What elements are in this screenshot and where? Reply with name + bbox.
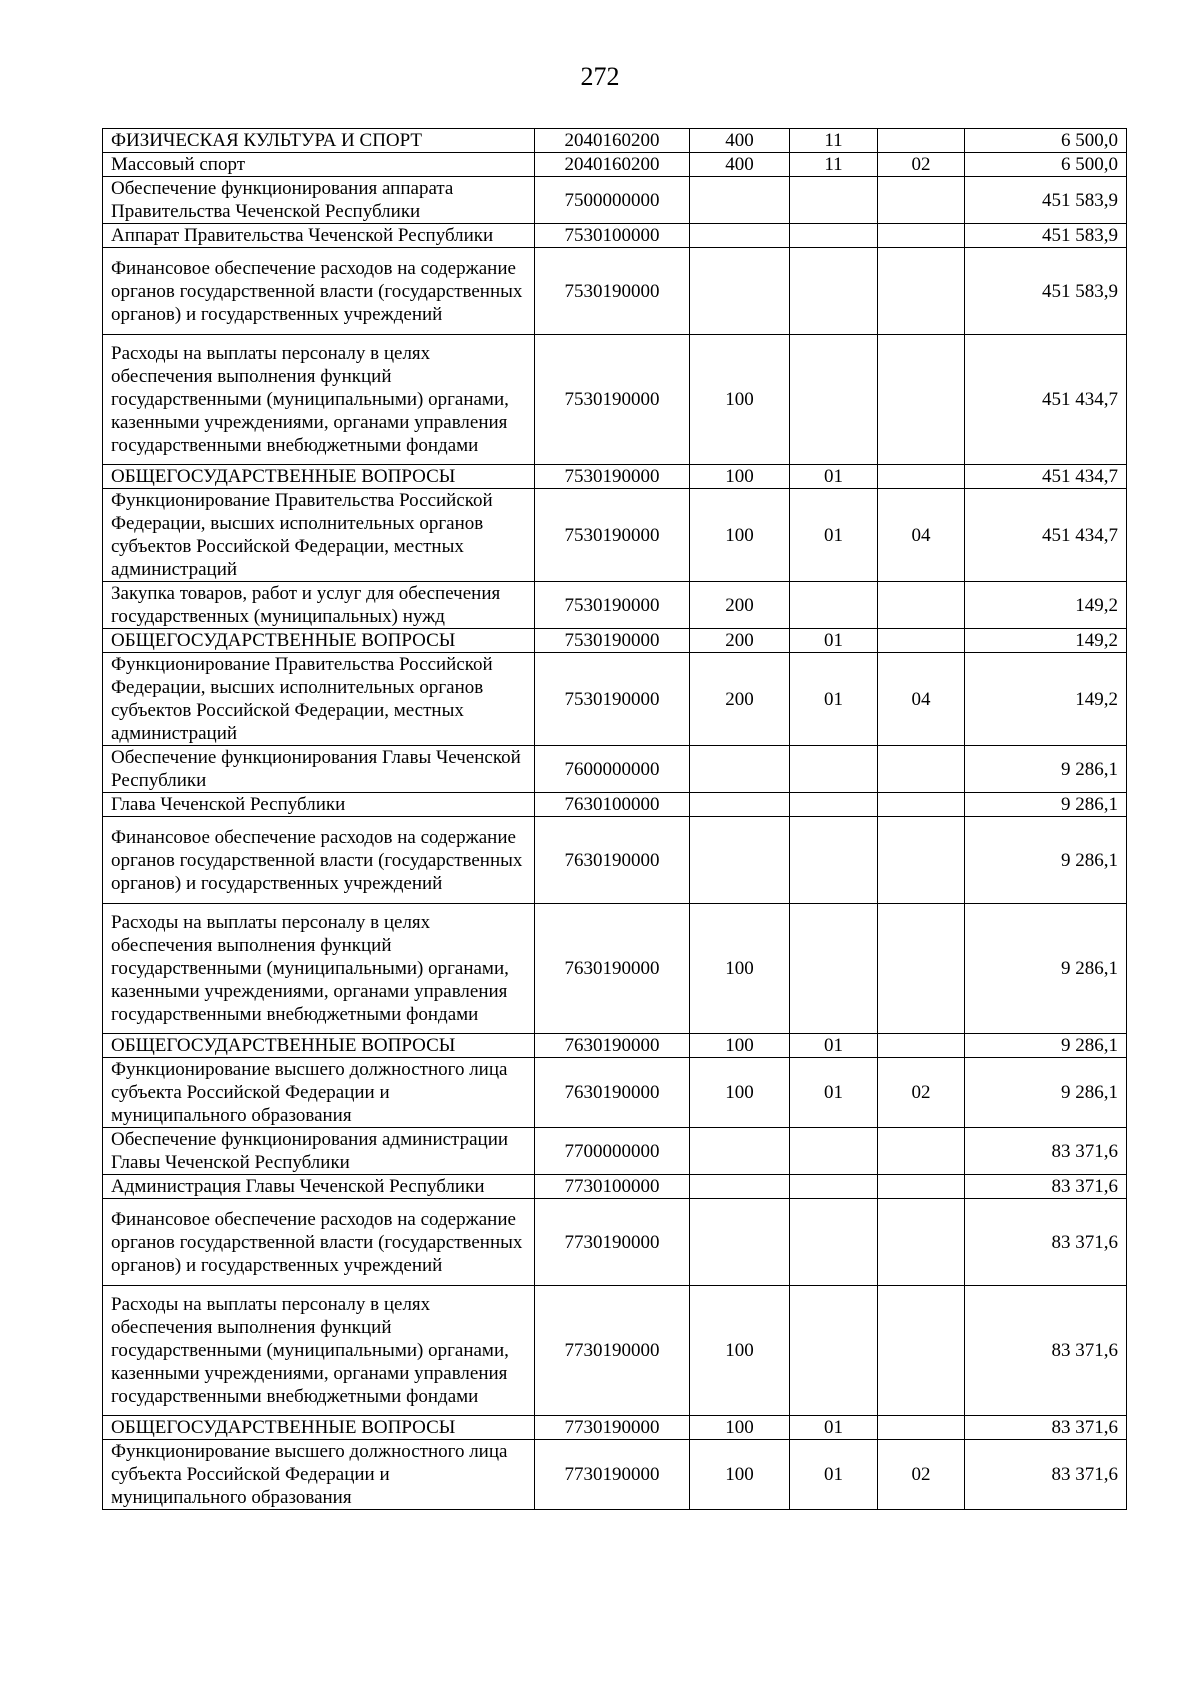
row-rz-cell: 01 [790,1416,878,1440]
row-name-cell: ОБЩЕГОСУДАРСТВЕННЫЕ ВОПРОСЫ [103,465,535,489]
row-rz-cell: 11 [790,153,878,177]
row-csr-cell: 7530100000 [535,224,690,248]
row-sum-cell: 9 286,1 [965,817,1127,904]
row-pr-cell [878,177,965,224]
table-row [103,904,1127,1034]
row-rz-cell [790,335,878,465]
row-rz-cell: 01 [790,1034,878,1058]
row-pr-cell [878,248,965,335]
row-rz-cell: 01 [790,629,878,653]
row-name-cell: Функционирование Правительства Российской Федерации, высших исполнительных органов субъектов Российской Федерации, местных администраций [103,653,535,746]
row-rz-cell [790,1286,878,1416]
row-sum-cell: 9 286,1 [965,746,1127,793]
row-csr-cell: 7630190000 [535,1034,690,1058]
row-csr-cell: 7630190000 [535,817,690,904]
row-csr-cell: 7530190000 [535,335,690,465]
row-vr-cell: 200 [690,653,790,746]
table-row [103,1058,1127,1128]
row-rz-cell: 01 [790,1440,878,1510]
row-csr-cell: 7530190000 [535,248,690,335]
row-csr-cell: 7730190000 [535,1199,690,1286]
row-rz-cell [790,1175,878,1199]
row-csr-cell: 7730190000 [535,1286,690,1416]
row-rz-cell: 01 [790,653,878,746]
row-pr-cell: 04 [878,489,965,582]
table-row [103,489,1127,582]
row-vr-cell: 100 [690,335,790,465]
row-pr-cell [878,629,965,653]
row-sum-cell: 83 371,6 [965,1175,1127,1199]
row-pr-cell: 02 [878,1058,965,1128]
row-rz-cell [790,224,878,248]
row-sum-cell: 9 286,1 [965,904,1127,1034]
row-vr-cell: 400 [690,153,790,177]
row-rz-cell [790,582,878,629]
row-vr-cell [690,248,790,335]
row-pr-cell [878,793,965,817]
row-vr-cell [690,817,790,904]
row-pr-cell: 04 [878,653,965,746]
row-vr-cell [690,224,790,248]
row-vr-cell: 100 [690,1058,790,1128]
row-sum-cell: 149,2 [965,653,1127,746]
table-row [103,153,1127,177]
row-pr-cell [878,1286,965,1416]
table-row [103,653,1127,746]
table-row [103,817,1127,904]
row-name-cell: Обеспечение функционирования аппарата Правительства Чеченской Республики [103,177,535,224]
row-rz-cell [790,1199,878,1286]
row-sum-cell: 9 286,1 [965,1058,1127,1128]
row-sum-cell: 9 286,1 [965,793,1127,817]
row-sum-cell: 149,2 [965,582,1127,629]
row-name-cell: Функционирование Правительства Российской Федерации, высших исполнительных органов субъектов Российской Федерации, местных администраций [103,489,535,582]
row-vr-cell: 100 [690,465,790,489]
table-row [103,746,1127,793]
table-row [103,248,1127,335]
row-name-cell: Расходы на выплаты персоналу в целях обеспечения выполнения функций государственными (муниципальными) органами, казенными учреждениями, органами управления государственными внебюджетными фондами [103,1286,535,1416]
row-vr-cell: 100 [690,1416,790,1440]
row-vr-cell [690,1175,790,1199]
row-vr-cell: 100 [690,1440,790,1510]
row-pr-cell [878,1416,965,1440]
row-name-cell: Обеспечение функционирования Главы Чеченской Республики [103,746,535,793]
page-number: 272 [580,62,620,91]
table-row [103,582,1127,629]
row-name-cell: Расходы на выплаты персоналу в целях обеспечения выполнения функций государственными (муниципальными) органами, казенными учреждениями, органами управления государственными внебюджетными фондами [103,335,535,465]
row-sum-cell: 83 371,6 [965,1199,1127,1286]
table-row [103,335,1127,465]
table-row [103,793,1127,817]
row-csr-cell: 7530190000 [535,465,690,489]
row-csr-cell: 7700000000 [535,1128,690,1175]
row-vr-cell: 200 [690,629,790,653]
row-pr-cell [878,129,965,153]
table-row [103,1440,1127,1510]
row-sum-cell: 451 434,7 [965,489,1127,582]
row-vr-cell [690,793,790,817]
row-pr-cell [878,1175,965,1199]
row-csr-cell: 7530190000 [535,653,690,746]
row-name-cell: Финансовое обеспечение расходов на содержание органов государственной власти (государственных органов) и государственных учреждений [103,817,535,904]
row-rz-cell [790,177,878,224]
row-vr-cell: 400 [690,129,790,153]
row-pr-cell [878,1128,965,1175]
row-name-cell: ОБЩЕГОСУДАРСТВЕННЫЕ ВОПРОСЫ [103,629,535,653]
row-vr-cell: 100 [690,904,790,1034]
budget-table [102,128,1127,1510]
row-pr-cell: 02 [878,153,965,177]
row-vr-cell: 100 [690,1034,790,1058]
row-csr-cell: 7730100000 [535,1175,690,1199]
row-csr-cell: 7530190000 [535,582,690,629]
row-vr-cell [690,746,790,793]
row-name-cell: Обеспечение функционирования администрации Главы Чеченской Республики [103,1128,535,1175]
table-row [103,465,1127,489]
row-sum-cell: 6 500,0 [965,129,1127,153]
row-rz-cell [790,1128,878,1175]
row-csr-cell: 7730190000 [535,1440,690,1510]
row-csr-cell: 7630100000 [535,793,690,817]
row-sum-cell: 83 371,6 [965,1440,1127,1510]
row-csr-cell: 7630190000 [535,904,690,1034]
row-name-cell: Функционирование высшего должностного лица субъекта Российской Федерации и муниципального образования [103,1440,535,1510]
row-rz-cell [790,746,878,793]
row-csr-cell: 7630190000 [535,1058,690,1128]
row-sum-cell: 149,2 [965,629,1127,653]
row-pr-cell [878,465,965,489]
row-csr-cell: 7530190000 [535,629,690,653]
row-pr-cell [878,1034,965,1058]
row-rz-cell [790,248,878,335]
table-row [103,1175,1127,1199]
row-rz-cell: 11 [790,129,878,153]
row-name-cell: Закупка товаров, работ и услуг для обеспечения государственных (муниципальных) нужд [103,582,535,629]
row-vr-cell: 200 [690,582,790,629]
row-sum-cell: 451 583,9 [965,248,1127,335]
row-sum-cell: 451 583,9 [965,224,1127,248]
row-name-cell: Финансовое обеспечение расходов на содержание органов государственной власти (государственных органов) и государственных учреждений [103,248,535,335]
row-rz-cell [790,817,878,904]
row-rz-cell [790,793,878,817]
row-name-cell: Функционирование высшего должностного лица субъекта Российской Федерации и муниципального образования [103,1058,535,1128]
table-row [103,224,1127,248]
row-rz-cell [790,904,878,1034]
row-rz-cell: 01 [790,489,878,582]
table-row [103,177,1127,224]
row-name-cell: Расходы на выплаты персоналу в целях обеспечения выполнения функций государственными (муниципальными) органами, казенными учреждениями, органами управления государственными внебюджетными фондами [103,904,535,1034]
row-sum-cell: 9 286,1 [965,1034,1127,1058]
table-row [103,1128,1127,1175]
table-row [103,1199,1127,1286]
row-vr-cell [690,177,790,224]
row-sum-cell: 451 583,9 [965,177,1127,224]
row-csr-cell: 7500000000 [535,177,690,224]
row-pr-cell [878,904,965,1034]
row-rz-cell: 01 [790,465,878,489]
row-name-cell: Финансовое обеспечение расходов на содержание органов государственной власти (государственных органов) и государственных учреждений [103,1199,535,1286]
row-sum-cell: 6 500,0 [965,153,1127,177]
row-name-cell: Массовый спорт [103,153,535,177]
table-row [103,1416,1127,1440]
row-name-cell: Администрация Главы Чеченской Республики [103,1175,535,1199]
row-pr-cell [878,746,965,793]
row-name-cell: ОБЩЕГОСУДАРСТВЕННЫЕ ВОПРОСЫ [103,1034,535,1058]
row-vr-cell [690,1128,790,1175]
table-row [103,1286,1127,1416]
row-name-cell: ОБЩЕГОСУДАРСТВЕННЫЕ ВОПРОСЫ [103,1416,535,1440]
row-sum-cell: 451 434,7 [965,335,1127,465]
row-name-cell: ФИЗИЧЕСКАЯ КУЛЬТУРА И СПОРТ [103,129,535,153]
row-name-cell: Аппарат Правительства Чеченской Республики [103,224,535,248]
row-csr-cell: 7730190000 [535,1416,690,1440]
row-csr-cell: 7600000000 [535,746,690,793]
row-pr-cell [878,1199,965,1286]
row-pr-cell [878,335,965,465]
row-rz-cell: 01 [790,1058,878,1128]
row-csr-cell: 7530190000 [535,489,690,582]
row-vr-cell: 100 [690,1286,790,1416]
table-row [103,629,1127,653]
row-sum-cell: 83 371,6 [965,1286,1127,1416]
row-pr-cell: 02 [878,1440,965,1510]
row-pr-cell [878,817,965,904]
row-sum-cell: 451 434,7 [965,465,1127,489]
row-name-cell: Глава Чеченской Республики [103,793,535,817]
row-pr-cell [878,224,965,248]
row-csr-cell: 2040160200 [535,153,690,177]
row-sum-cell: 83 371,6 [965,1128,1127,1175]
row-vr-cell: 100 [690,489,790,582]
row-csr-cell: 2040160200 [535,129,690,153]
row-sum-cell: 83 371,6 [965,1416,1127,1440]
row-vr-cell [690,1199,790,1286]
row-pr-cell [878,582,965,629]
table-row [103,1034,1127,1058]
table-row [103,129,1127,153]
budget-table-body [103,129,1127,1510]
